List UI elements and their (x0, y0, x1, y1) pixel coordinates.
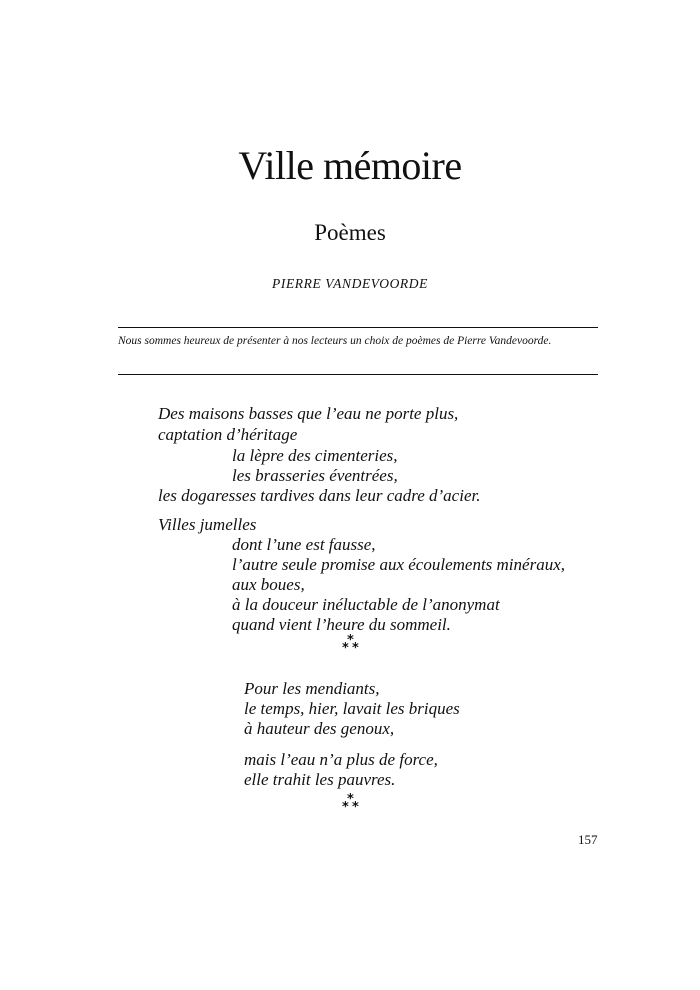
poem-line: à hauteur des genoux, (244, 719, 395, 738)
page-title: Ville mémoire (238, 143, 462, 188)
poem-line: l’autre seule promise aux écoulements minéraux, (232, 555, 565, 574)
author-name: PIERRE VANDEVOORDE (272, 276, 428, 291)
separator-star: * (342, 641, 349, 656)
separator-star: * (352, 641, 359, 656)
poem-line: Des maisons basses que l’eau ne porte plus, (158, 404, 459, 423)
page-subtitle: Poèmes (314, 220, 386, 245)
poem-line: elle trahit les pauvres. (244, 770, 396, 789)
poem-line: aux boues, (232, 575, 305, 594)
separator-star: * (347, 633, 354, 648)
poem-line: dont l’une est fausse, (232, 535, 376, 554)
separator-star: * (342, 800, 349, 815)
poem-line: quand vient l’heure du sommeil. (232, 615, 451, 634)
separator-star: * (347, 792, 354, 807)
poem-line: Villes jumelles (158, 515, 257, 534)
section-separator (340, 793, 380, 817)
poem-line: mais l’eau n’a plus de force, (244, 750, 438, 769)
poem-line: la lèpre des cimenteries, (232, 446, 398, 465)
poem-line: captation d’héritage (158, 425, 298, 444)
poem-line: les brasseries éventrées, (232, 466, 398, 485)
poem-line: le temps, hier, lavait les briques (244, 699, 460, 718)
intro-note: Nous sommes heureux de présenter à nos lecteurs un choix de poèmes de Pierre Vandevoorde. (118, 335, 552, 347)
separator-star: * (352, 800, 359, 815)
poem-line: les dogaresses tardives dans leur cadre d’acier. (158, 486, 481, 505)
page-number: 157 (578, 832, 598, 847)
poem-line: Pour les mendiants, (244, 679, 380, 698)
poem-line: à la douceur inéluctable de l’anonymat (232, 595, 500, 614)
section-separator (340, 634, 380, 658)
